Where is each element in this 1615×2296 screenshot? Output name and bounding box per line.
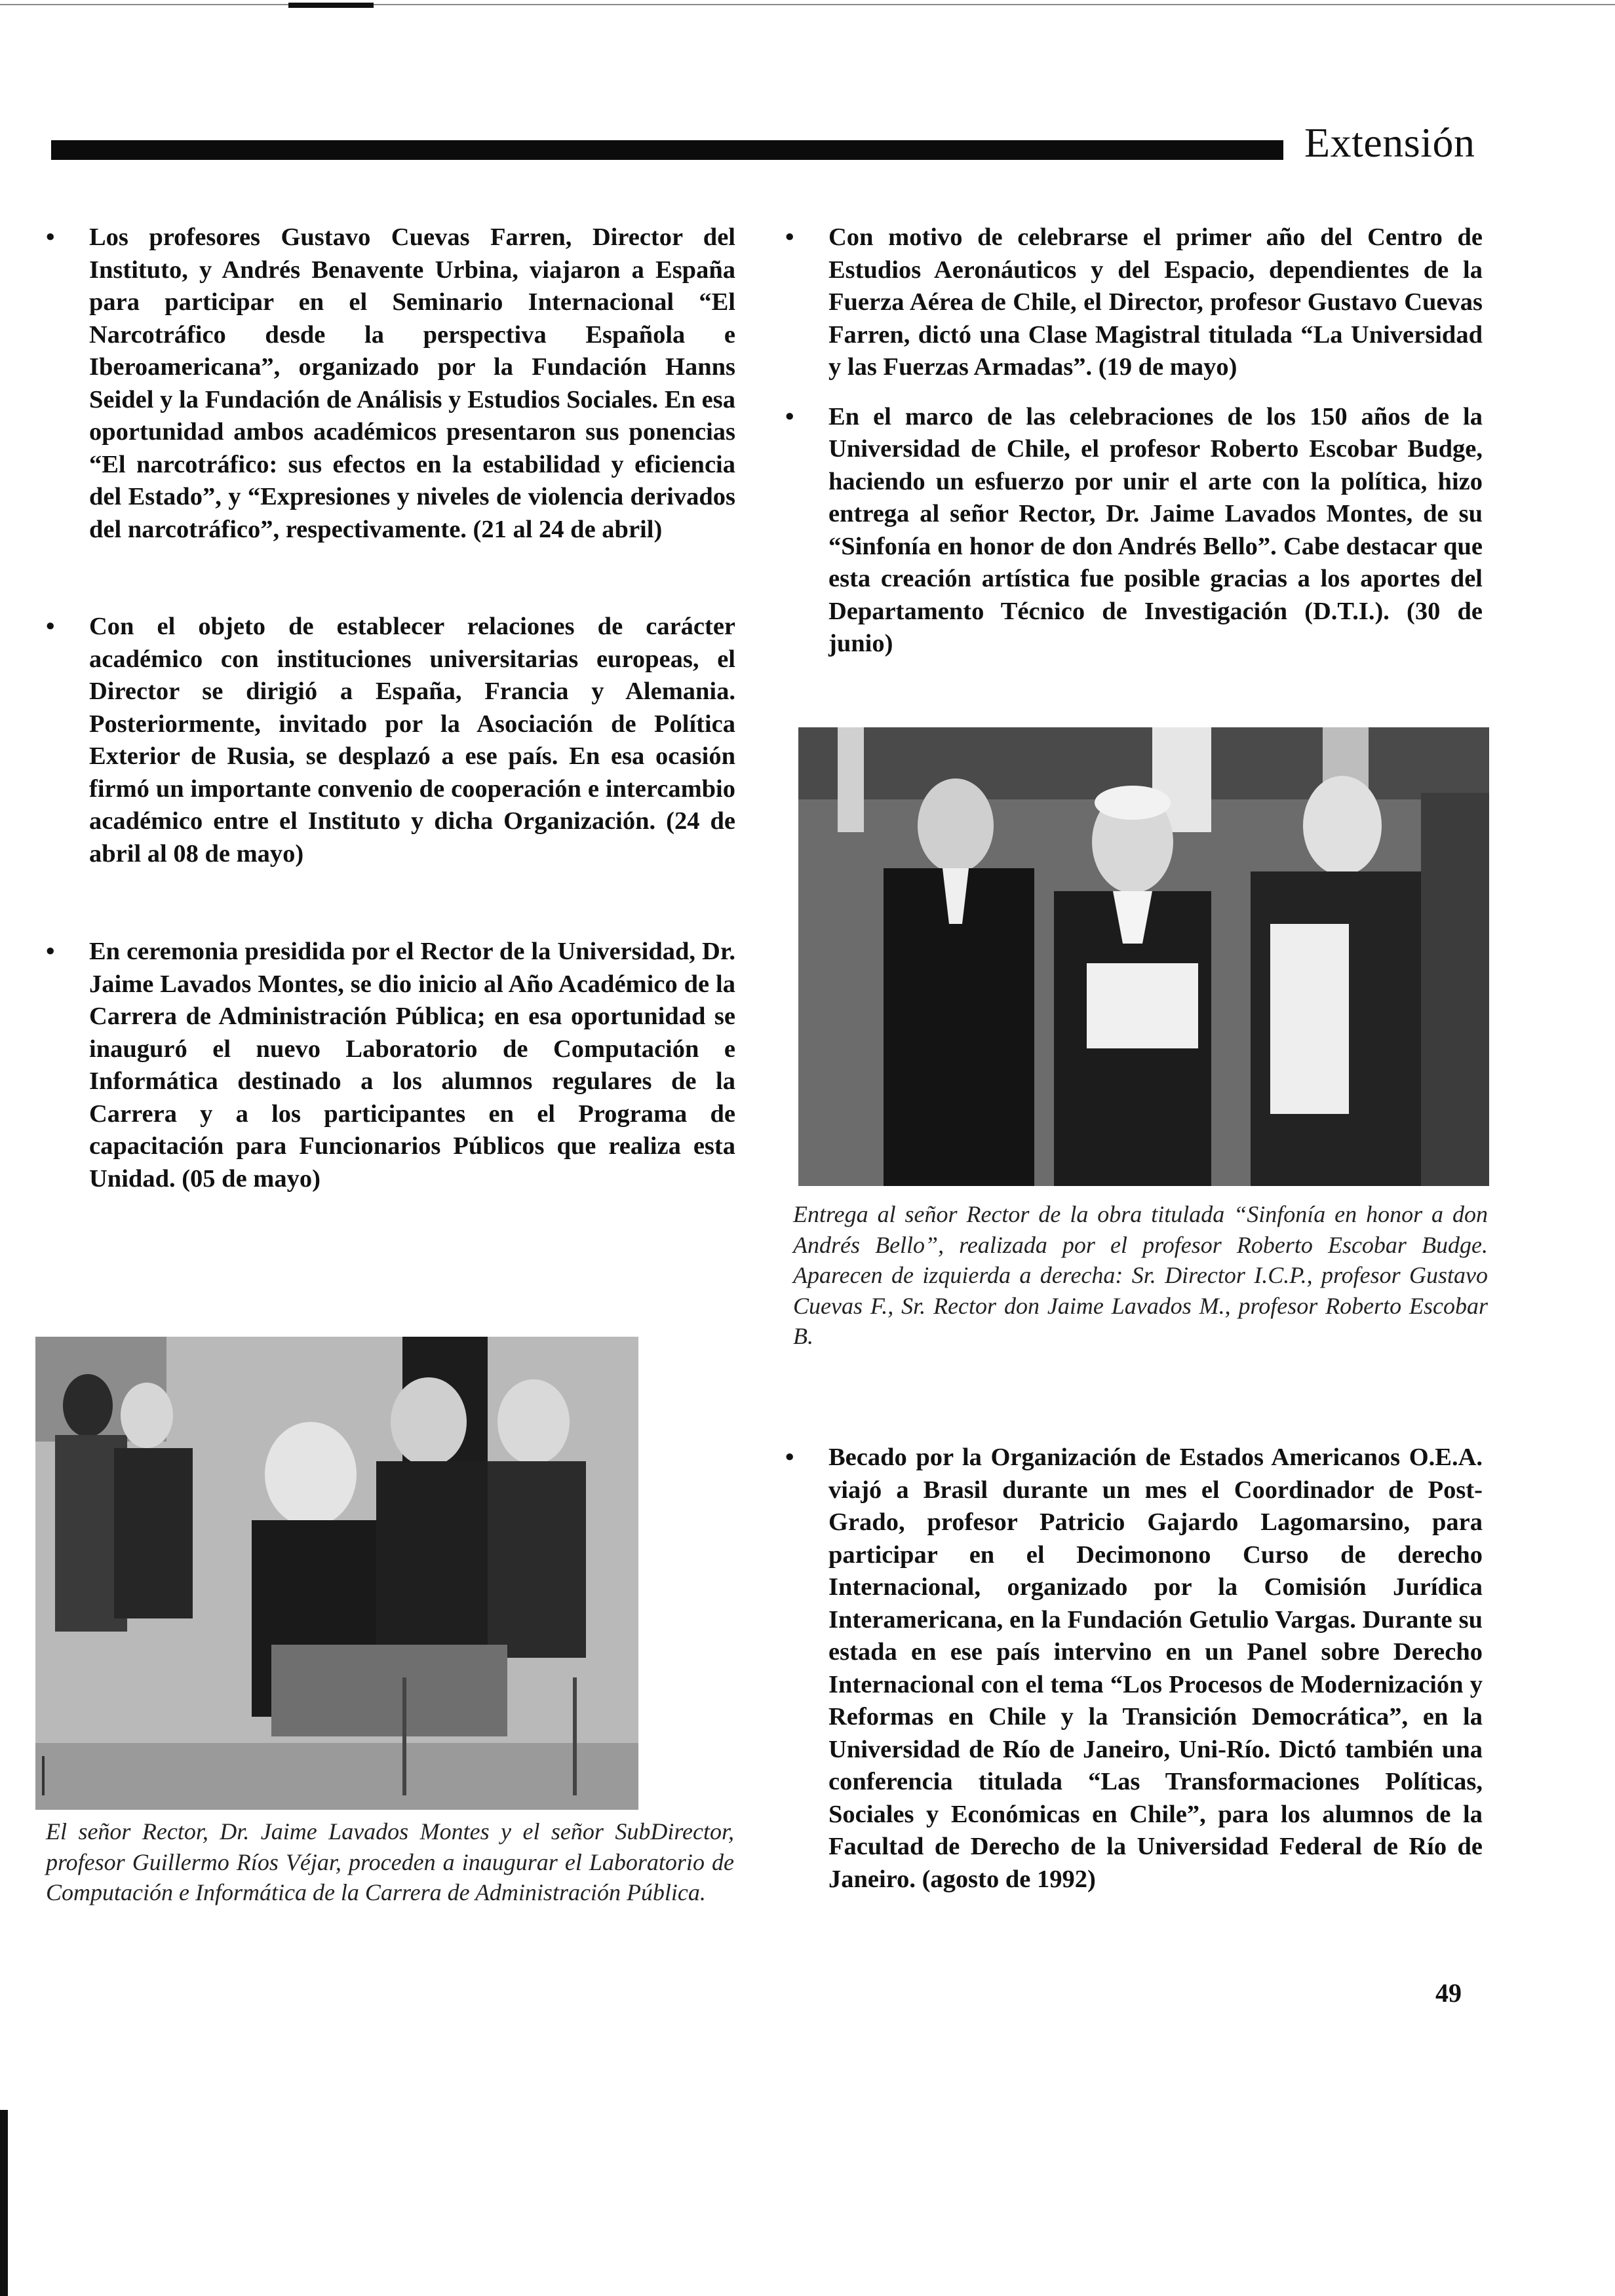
right-column-top [785,221,1483,660]
photo-laboratory-inauguration [35,1337,638,1810]
news-item [785,221,1483,384]
bullet-icon: • [46,613,55,640]
news-item [785,401,1483,660]
photo-caption-left: El señor Rector, Dr. Jaime Lavados Montes y el señor SubDirector, profesor Guillermo Ríos Véjar, proceden a inaugurar el Laboratorio de Computación e Informática de la Carrera de Administración Pública. [46,1818,734,1905]
photo-caption-right: Entrega al señor Rector de la obra titulada “Sinfonía en honor a don Andrés Bello”, realizada por el profesor Roberto Escobar Budge. Aparecen de izquierda a derecha: Sr. Director I.C.P., profesor Gustavo Cuevas F., Sr. Rector don Jaime Lavados M., profesor Roberto Escobar B. [793,1201,1488,1349]
news-item [46,936,735,1195]
bullet-icon: • [46,938,55,965]
news-item [785,1442,1483,1896]
section-title: Extensión [1304,119,1475,166]
news-item-text: En ceremonia presidida por el Rector de la Universidad, Dr. Jaime Lavados Montes, se dio inicio al Año Académico de la Carrera de Administración Pública; en esa oportunidad se inauguró el nuevo Laboratorio de Computación e Informática destinado a los alumnos regulares de la Carrera y a los participantes en el Programa de capacitación para Funcionarios Públicos que realiza esta Unidad. (05 de mayo) [89,938,735,1193]
bullet-icon: • [785,1444,794,1471]
news-item-text: En el marco de las celebraciones de los 150 años de la Universidad de Chile, el profesor Roberto Escobar Budge, haciendo un esfuerzo por unir el arte con la política, hizo entrega al señor Rector, Dr. Jaime Lavados Montes, de su “Sinfonía en honor de don Andrés Bello”. Cabe destacar que esta creación artística fue posible gracias a los aportes del Departamento Técnico de Investigación (D.T.I.). (30 de junio) [828,402,1483,657]
bullet-icon: • [785,402,794,430]
bullet-icon: • [46,223,55,251]
section-header-bar [51,140,1283,160]
news-item-text: Los profesores Gustavo Cuevas Farren, Director del Instituto, y Andrés Benavente Urbina, viajaron a España para participar en el Seminario Internacional “El Narcotráfico desde la perspectiva Española e Iberoamericana”, organizado por la Fundación Hanns Seidel y la Fundación de Análisis y Estudios Sociales. En esa oportunidad ambos académicos presentaron sus ponencias “El narcotráfico: sus efectos en la estabilidad y eficiencia del Estado”, y “Expresiones y niveles de violencia derivados del narcotráfico”, respectivamente. (21 al 24 de abril) [89,223,735,543]
news-item [46,611,735,870]
page-number: 49 [1435,1978,1462,2008]
news-item-text: Con motivo de celebrarse el primer año del Centro de Estudios Aeronáuticos y del Espacio, dependientes de la Fuerza Aérea de Chile, el Director, profesor Gustavo Cuevas Farren, dictó una Clase Magistral titulada “La Universidad y las Fuerzas Armadas”. (19 de mayo) [828,223,1483,381]
bullet-icon: • [785,223,794,251]
scan-smudge [288,3,374,8]
photo-symphony-delivery [798,727,1489,1186]
news-item-text: Con el objeto de establecer relaciones de carácter académico con instituciones universitarias europeas, el Director se dirigió a España, Francia y Alemania. Posteriormente, invitado por la Asociación de Política Exterior de Rusia, se desplazó a ese país. En esa ocasión firmó un importante convenio de cooperación e intercambio académico entre el Instituto y dicha Organización. (24 de abril al 08 de mayo) [89,613,735,868]
scan-edge-line [0,4,1615,5]
news-item-text: Becado por la Organización de Estados Americanos O.E.A. viajó a Brasil durante un mes el Coordinador de Post-Grado, profesor Patricio Gajardo Lagomarsino, para participar en el Decimonono Curso de derecho Internacional, organizado por la Comisión Jurídica Interamericana, en la Fundación Getulio Vargas. Durante su estada en ese país intervino en un Panel sobre Derecho Internacional con el tema “Los Procesos de Modernización y Reformas en Chile y la Transición Democrática”, en la Universidad de Río de Janeiro, Uni-Río. Dictó también una conferencia titulada “Las Transformaciones Políticas, Sociales y Económicas en Chile”, para los alumnos de la Facultad de Derecho de la Universidad Federal de Río de Janeiro. (agosto de 1992) [828,1444,1483,1893]
left-column [46,221,735,1195]
news-item [46,221,735,546]
scan-binding-mark [0,2110,8,2296]
right-column-bottom [785,1442,1483,1896]
